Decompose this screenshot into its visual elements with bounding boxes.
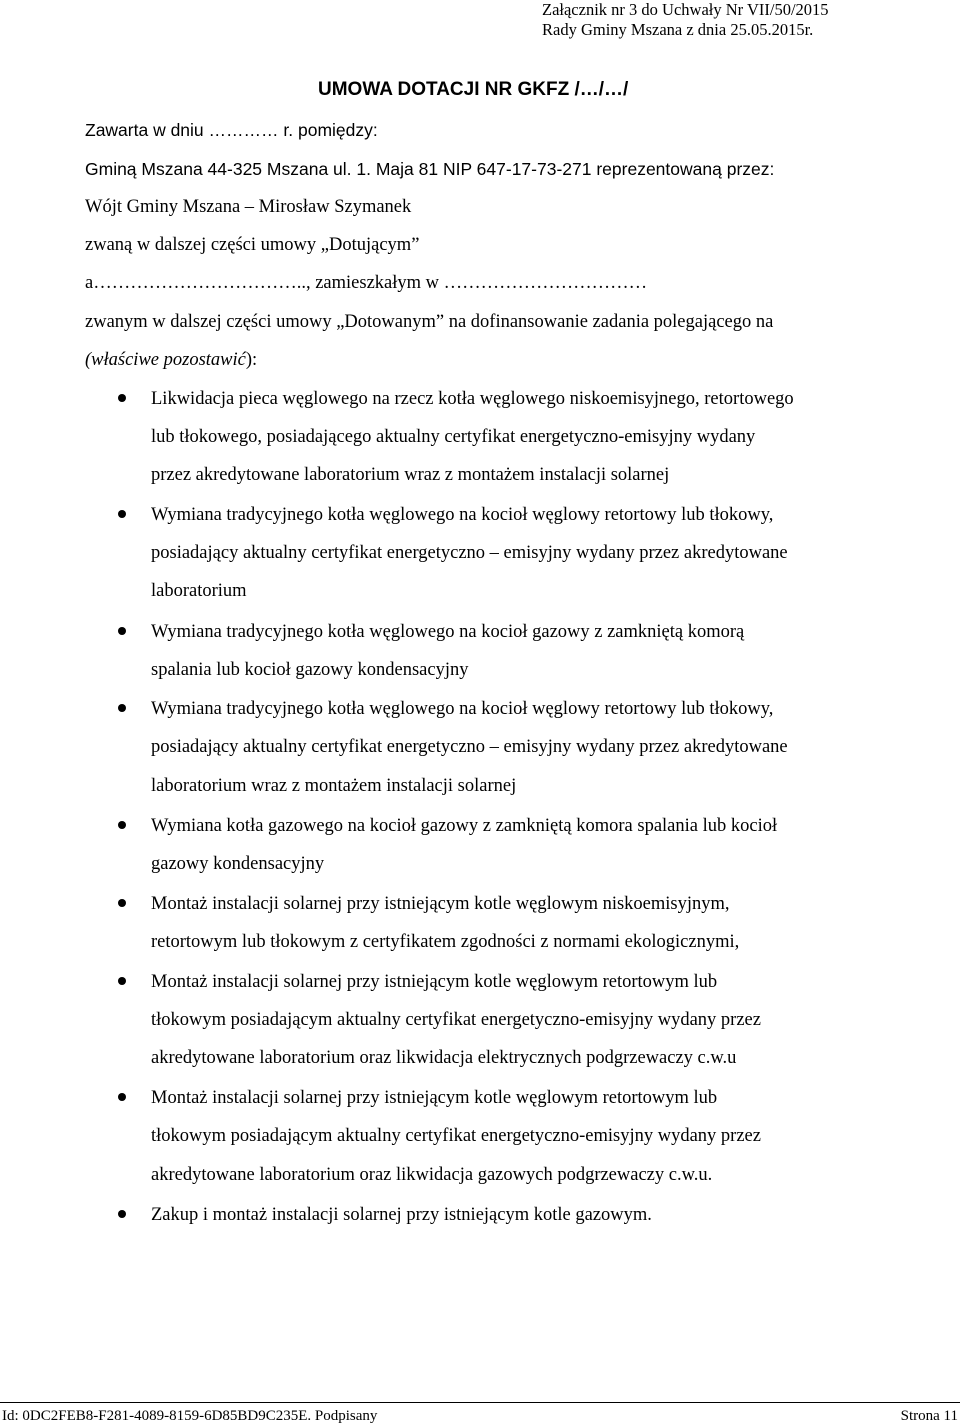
- list-item-2-line-3: laboratorium: [151, 581, 247, 601]
- list-item-7-line-1: Montaż instalacji solarnej przy istniejącym kotle węglowym retortowym lub: [151, 972, 718, 992]
- list-bullet: [118, 899, 126, 907]
- list-item-1-line-3: przez akredytowane laboratorium wraz z montażem instalacji solarnej: [151, 465, 670, 485]
- intro-line-municipality-text: Gminą Mszana 44-325 Mszana ul. 1. Maja 81 NIP 647-17-73-271 reprezentowaną przez:: [85, 159, 775, 179]
- intro-line-choose-rest: ):: [245, 350, 258, 370]
- intro-line-choose: [85, 348, 257, 372]
- list-item-8-line-2: tłokowym posiadającym aktualny certyfikat energetyczno-emisyjny wydany przez: [151, 1126, 761, 1146]
- list-bullet: [118, 510, 126, 518]
- list-item-4-line-3: laboratorium wraz z montażem instalacji solarnej: [151, 776, 517, 796]
- document-title: UMOWA DOTACJI NR GKFZ /…/…/: [318, 79, 629, 100]
- footer-page-number: Strona 11: [900, 1408, 958, 1424]
- attachment-header-line-1: Załącznik nr 3 do Uchwały Nr VII/50/2015: [542, 0, 829, 19]
- list-item-1-line-2: lub tłokowego, posiadającego aktualny certyfikat energetyczno-emisyjny wydany: [151, 427, 756, 447]
- intro-line-choose-italic: (właściwe pozostawić: [85, 350, 246, 370]
- list-item-3-line-1: Wymiana tradycyjnego kotła węglowego na kocioł gazowy z zamkniętą komorą: [151, 622, 745, 642]
- list-bullet: [118, 627, 126, 635]
- list-item-8-line-1: Montaż instalacji solarnej przy istniejącym kotle węglowym retortowym lub: [151, 1088, 718, 1108]
- list-bullet: [118, 704, 126, 712]
- list-item-2-line-2: posiadający aktualny certyfikat energetyczno – emisyjny wydany przez akredytowane: [151, 543, 788, 563]
- list-item-4-line-1: Wymiana tradycyjnego kotła węglowego na kocioł węglowy retortowy lub tłokowy,: [151, 699, 774, 719]
- intro-line-date: Zawarta w dniu ………… r. pomiędzy:: [85, 120, 378, 140]
- intro-line-municipality: [85, 157, 920, 182]
- list-item-7-line-2: tłokowym posiadającym aktualny certyfikat energetyczno-emisyjny wydany przez: [151, 1010, 761, 1030]
- footer-divider: [0, 1402, 960, 1403]
- attachment-header: [542, 0, 829, 40]
- intro-line-purpose: zwanym w dalszej części umowy „Dotowanym” na dofinansowanie zadania polegającego na: [85, 312, 774, 332]
- list-item-9-line-1: Zakup i montaż instalacji solarnej przy istniejącym kotle gazowym.: [151, 1205, 652, 1225]
- intro-line-representative: Wójt Gminy Mszana – Mirosław Szymanek: [85, 197, 412, 217]
- list-bullet: [118, 977, 126, 985]
- list-item-1-line-1: Likwidacja pieca węglowego na rzecz kotła węglowego niskoemisyjnego, retortowego: [151, 389, 794, 409]
- list-bullet: [118, 1210, 126, 1218]
- list-item-7-line-3: akredytowane laboratorium oraz likwidacja elektrycznych podgrzewaczy c.w.u: [151, 1048, 737, 1068]
- intro-line-grantor: zwaną w dalszej części umowy „Dotującym”: [85, 235, 420, 255]
- list-bullet: [118, 394, 126, 402]
- list-item-6-line-1: Montaż instalacji solarnej przy istniejącym kotle węglowym niskoemisyjnym,: [151, 894, 730, 914]
- list-item-2-line-1: Wymiana tradycyjnego kotła węglowego na kocioł węglowy retortowy lub tłokowy,: [151, 505, 774, 525]
- list-item-3-line-2: spalania lub kocioł gazowy kondensacyjny: [151, 660, 469, 680]
- list-item-8-line-3: akredytowane laboratorium oraz likwidacja gazowych podgrzewaczy c.w.u.: [151, 1165, 713, 1185]
- list-bullet: [118, 1093, 126, 1101]
- list-item-4-line-2: posiadający aktualny certyfikat energetyczno – emisyjny wydany przez akredytowane: [151, 737, 788, 757]
- list-bullet: [118, 821, 126, 829]
- intro-line-grantee: a…………………………….., zamieszkałym w ……………………………: [85, 273, 648, 293]
- list-item-5-line-2: gazowy kondensacyjny: [151, 854, 325, 874]
- list-item-6-line-2: retortowym lub tłokowym z certyfikatem zgodności z normami ekologicznymi,: [151, 932, 740, 952]
- list-item-5-line-1: Wymiana kotła gazowego na kocioł gazowy z zamkniętą komora spalania lub kocioł: [151, 816, 778, 836]
- footer-signature-id: Id: 0DC2FEB8-F281-4089-8159-6D85BD9C235E. Podpisany: [2, 1408, 378, 1424]
- attachment-header-line-2: Rady Gminy Mszana z dnia 25.05.2015r.: [542, 20, 814, 39]
